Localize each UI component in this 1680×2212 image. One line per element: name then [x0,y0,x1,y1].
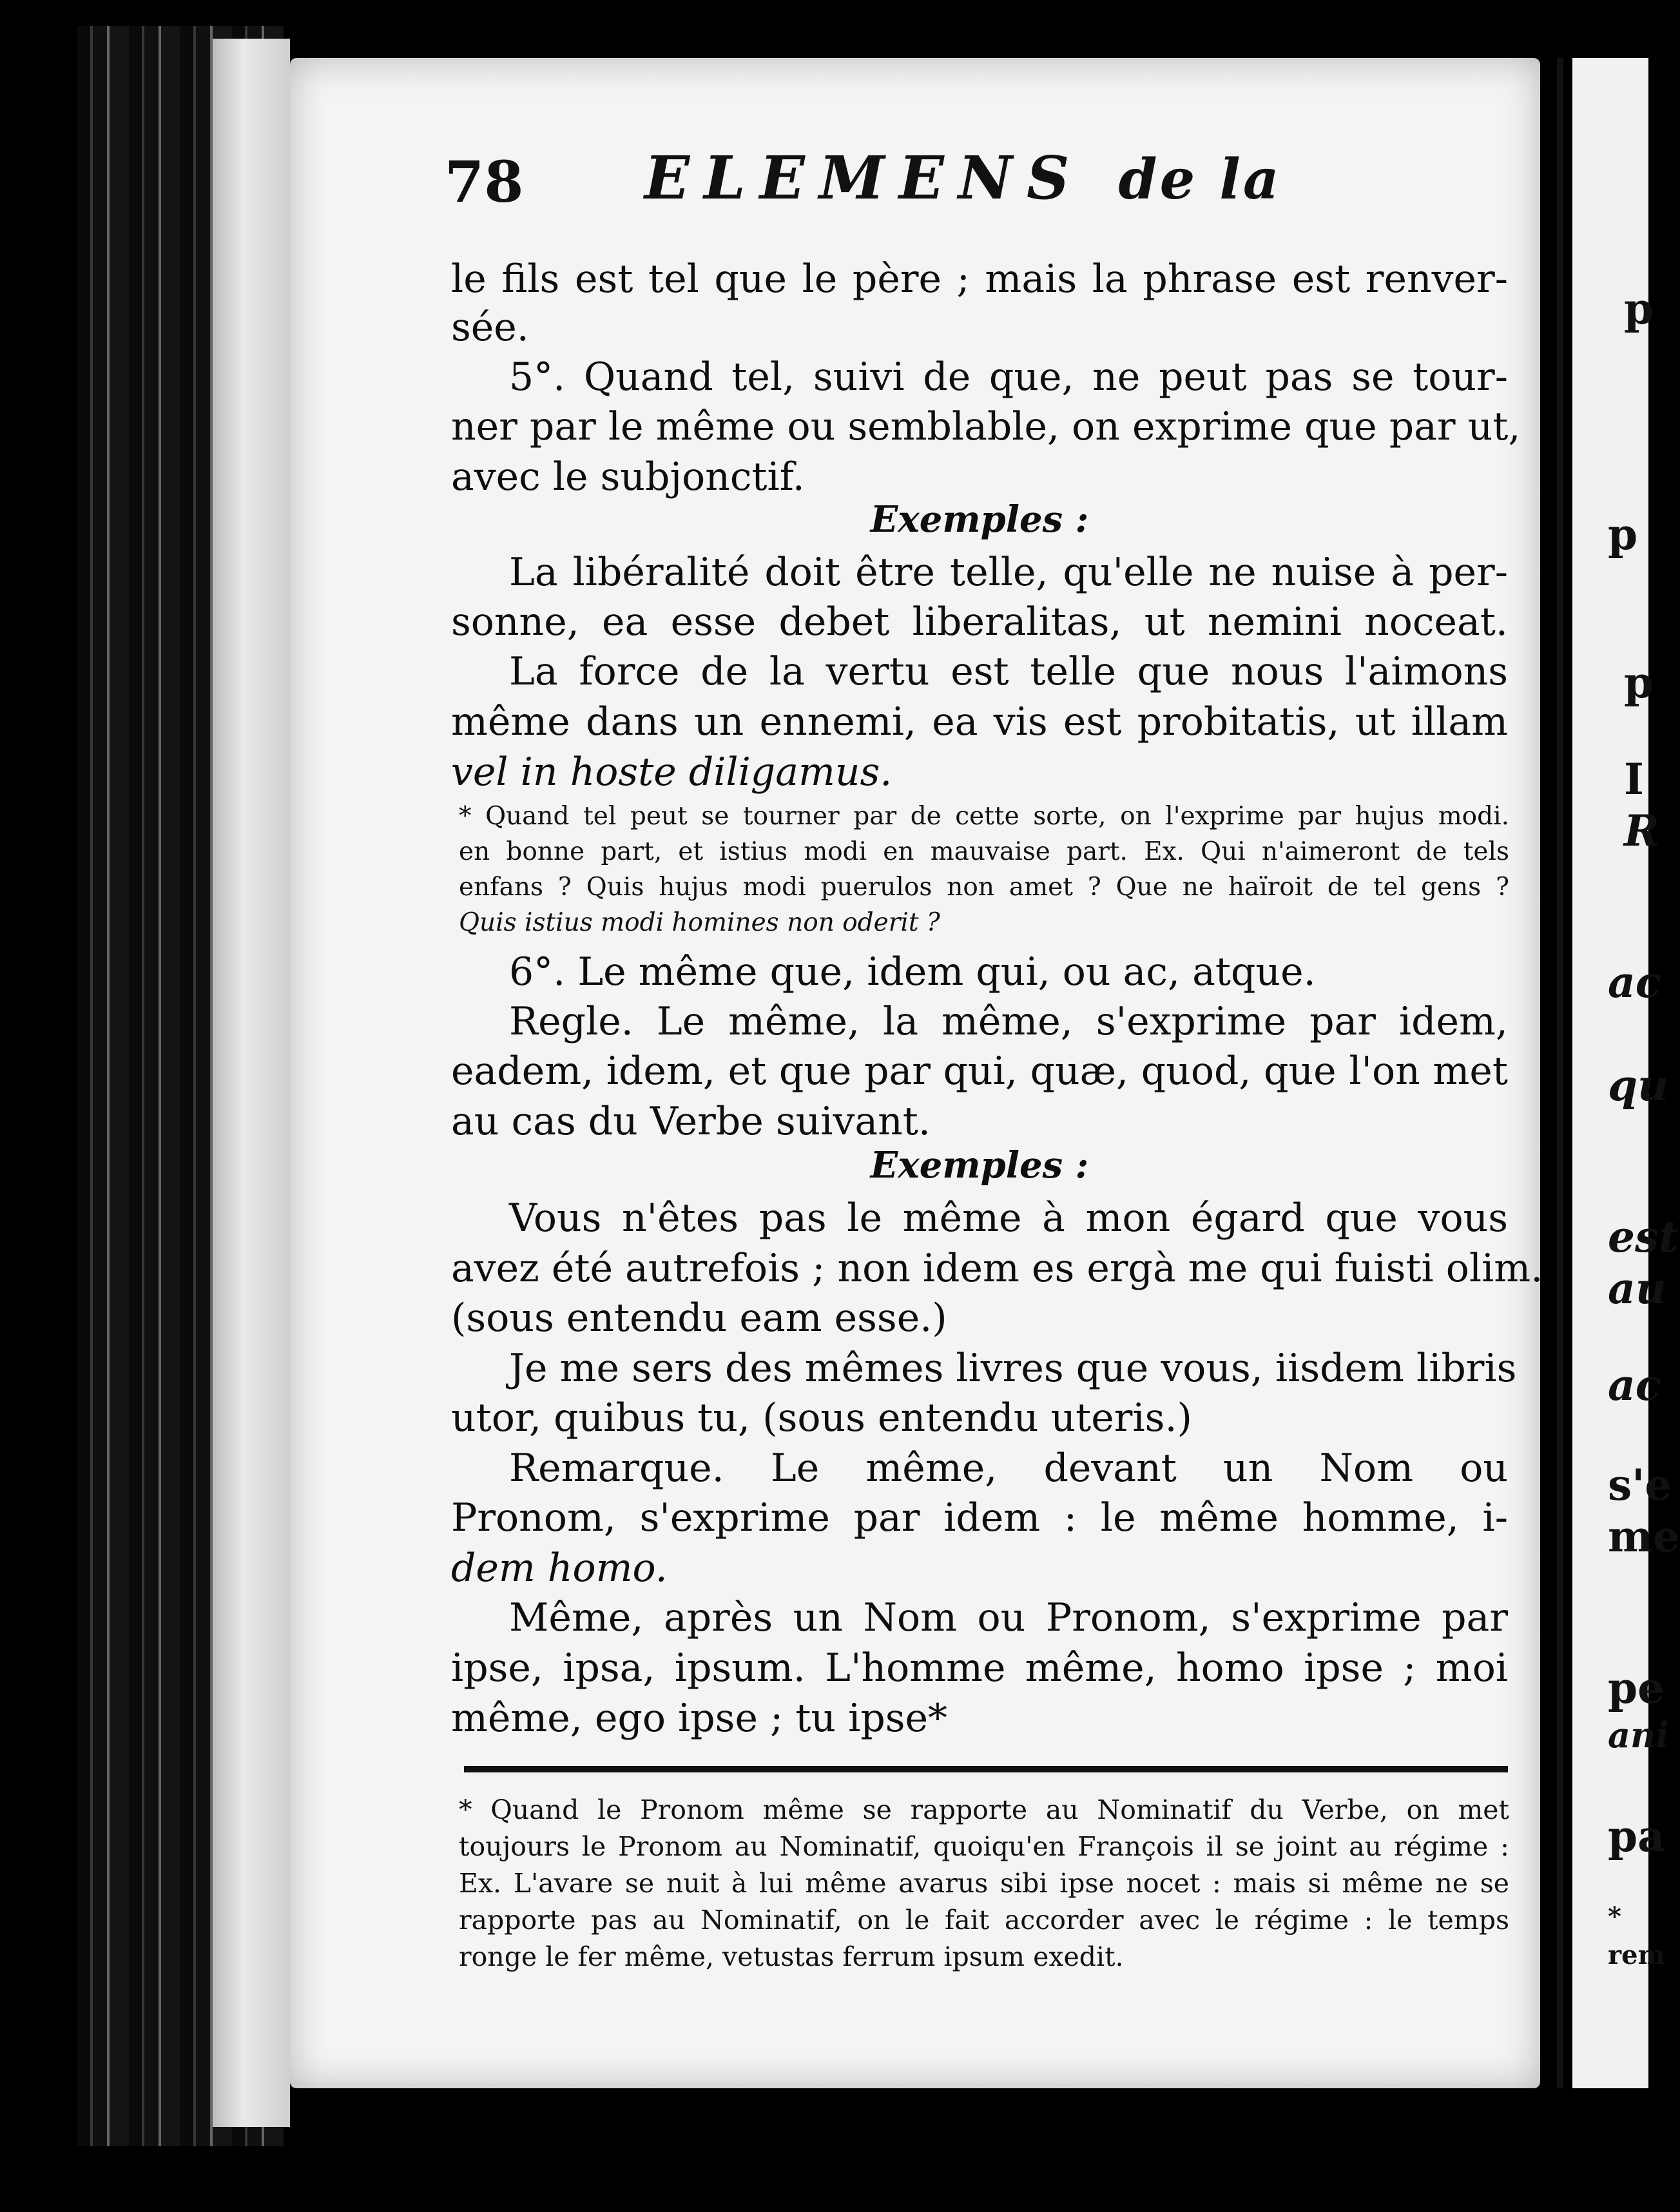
facing-fragment: est [1608,1212,1679,1262]
facing-fragment: I [1624,754,1644,804]
facing-fragment: ac [1608,957,1661,1007]
text-line: même dans un ennemi, ea vis est probitatis, ut illam [451,699,1508,744]
text-line: Regle. Le même, la même, s'exprime par idem, [509,999,1508,1044]
text-line: Vous n'êtes pas le même à mon égard que vous [509,1196,1508,1241]
text-line: dem homo. [451,1546,668,1591]
facing-fragment: p [1608,509,1638,559]
footnote-line: ronge le fer même, vetustas ferrum ipsum exedit. [459,1941,1124,1972]
facing-fragment: pe [1608,1663,1665,1713]
text-line: 5°. Quand tel, suivi de que, ne peut pas se tour- [509,354,1508,400]
facing-fragment: rem [1608,1940,1665,1970]
facing-fragment: * [1608,1901,1621,1932]
note-line: * Quand tel peut se tourner par de cette sorte, on l'exprime par hujus modi. [459,802,1509,831]
facing-fragment: pa [1608,1811,1665,1861]
text-line: utor, quibus tu, (sous entendu uteris.) [451,1395,1192,1441]
text-line: 6°. Le même que, idem qui, ou ac, atque. [509,949,1316,994]
running-title-main: ELEMENS [644,143,1084,213]
text-line: vel in hoste diligamus. [451,750,893,795]
text-line: Remarque. Le même, devant un Nom ou [509,1446,1508,1491]
note-line: Quis istius modi homines non oderit ? [459,908,940,937]
text-line: (sous entendu eam esse.) [451,1295,947,1341]
facing-fragment: R [1624,806,1659,856]
facing-fragment: au [1608,1263,1666,1314]
footnote-line: rapporte pas au Nominatif, on le fait accorder avec le régime : le temps [459,1905,1509,1936]
page-stack-edge [213,39,290,2127]
text-line: sée. [451,305,529,350]
page-number: 78 [445,148,524,215]
facing-fragment: s'e [1608,1460,1672,1510]
running-title-sub: de la [1118,147,1282,212]
facing-fragment: ani [1608,1714,1669,1756]
footnote-line: Ex. L'avare se nuit à lui même avarus sibi ipse nocet : mais si même ne se [459,1868,1509,1899]
facing-fragment: ac [1608,1360,1661,1410]
text-line: avez été autrefois ; non idem es ergà me qui fuisti olim. [451,1246,1543,1291]
text-line: La force de la vertu est telle que nous l'aimons [509,649,1508,694]
footnote-rule [464,1766,1508,1772]
text-line: Je me sers des mêmes livres que vous, iisdem libris [509,1346,1517,1391]
text-line: même, ego ipse ; tu ipse* [451,1696,948,1741]
text-line: le fils est tel que le père ; mais la phrase est renver- [451,257,1508,302]
text-line: sonne, ea esse debet liberalitas, ut nemini noceat. [451,599,1508,645]
footnote-line: * Quand le Pronom même se rapporte au Nominatif du Verbe, on met [459,1794,1509,1825]
facing-fragment: p [1624,284,1654,334]
note-line: en bonne part, et istius modi en mauvaise part. Ex. Qui n'aimeront de tels [459,837,1509,866]
text-line: La libéralité doit être telle, qu'elle ne nuise à per- [509,550,1508,595]
footnote-line: toujours le Pronom au Nominatif, quoiqu'en François il se joint au régime : [459,1831,1509,1862]
gutter [1557,58,1563,2088]
section-heading: Exemples : [870,1144,1089,1187]
note-line: enfans ? Quis hujus modi puerulos non amet ? Que ne haïroit de tel gens ? [459,873,1509,902]
text-line: Même, après un Nom ou Pronom, s'exprime par [509,1595,1508,1640]
text-line: Pronom, s'exprime par idem : le même homme, i- [451,1495,1508,1540]
facing-fragment: me [1608,1511,1680,1562]
running-title [644,143,1282,213]
facing-fragment: qu [1608,1060,1669,1111]
text-line: avec le subjonctif. [451,454,805,500]
text-line: eadem, idem, et que par qui, quæ, quod, que l'on met [451,1049,1508,1094]
facing-fragment: p [1624,657,1654,708]
text-line: ner par le même ou semblable, on exprime que par ut, [451,404,1521,449]
text-line: ipse, ipsa, ipsum. L'homme même, homo ipse ; moi [451,1645,1508,1691]
section-heading: Exemples : [870,498,1089,541]
text-line: au cas du Verbe suivant. [451,1099,931,1144]
